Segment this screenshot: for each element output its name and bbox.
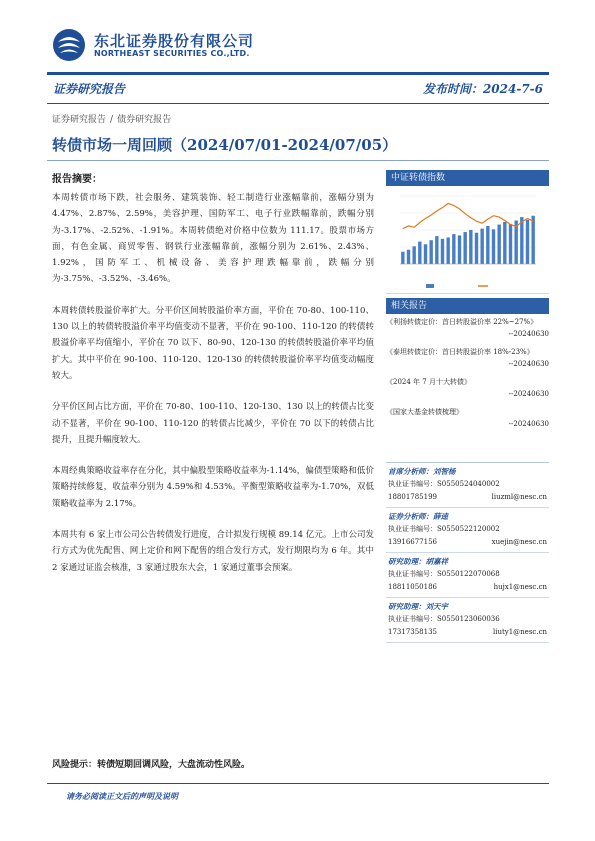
- report-category: 证券研究报告: [53, 82, 126, 96]
- chart-heading: 中证转债指数: [386, 170, 549, 186]
- company-logo: [52, 26, 272, 66]
- chart-bar: [486, 226, 489, 264]
- analyst-email[interactable]: hujx1@nesc.cn: [493, 582, 547, 591]
- chart-bar: [401, 252, 404, 264]
- chart-legend-swatch: [426, 284, 434, 288]
- chart-bar: [412, 246, 415, 264]
- divider: [47, 160, 549, 161]
- publish-date: 发布时间：2024-7-6: [422, 82, 543, 96]
- chart-bar: [497, 225, 500, 264]
- risk-label: 风险提示：: [52, 760, 98, 770]
- chart-bar: [509, 224, 512, 264]
- summary-paragraph: 本周经典策略收益率存在分化，其中偏股型策略收益率为-1.14%，偏债型策略和低价策略持续修复，收益率分别为 4.59%和 4.53%。平衡型策略收益率为-1.70%，双低策略收益率为 2.17%。: [52, 466, 374, 509]
- analyst-email[interactable]: xuejin@nesc.cn: [491, 537, 547, 546]
- related-report-date: --20240630: [508, 330, 549, 338]
- chart-bar: [407, 250, 410, 264]
- chart-line: [403, 203, 533, 228]
- analyst-email[interactable]: liuty1@nesc.cn: [492, 627, 547, 636]
- chart-bar: [424, 244, 427, 264]
- related-report-date: --20240630: [508, 420, 549, 428]
- chart-svg: [386, 186, 549, 294]
- related-report-title[interactable]: 《利扬转债定价：首日转股溢价率 22%~27%》: [386, 318, 538, 326]
- chart-bar: [531, 216, 534, 264]
- chart-bar: [429, 240, 432, 264]
- related-report-date: --20240630: [508, 360, 549, 368]
- analyst-card: [386, 553, 549, 598]
- logo-name-en: NORTHEAST SECURITIES CO.,LTD.: [94, 49, 250, 58]
- analyst-phone: 17317358135: [388, 627, 437, 636]
- page-title: 转债市场一周回顾（2024/07/01-2024/07/05）: [52, 136, 398, 154]
- chart-bar: [446, 237, 449, 264]
- related-reports-list: [386, 316, 549, 430]
- chart-bar: [441, 239, 444, 264]
- related-report-item[interactable]: [386, 376, 549, 400]
- chart-bar: [458, 235, 461, 264]
- summary-paragraph: 分平价区间占比方面，平价在 70-80、100-110、120-130、130 以上的转债占比变动不显著，平价在 90-100、110-120 的转债占比减少，平价在 70 以下的转债占比提升，且提升幅度较大。: [52, 402, 374, 445]
- analyst-cert: 执业证书编号：S0550123060036: [388, 615, 500, 623]
- footer-divider: [47, 783, 549, 784]
- related-report-title[interactable]: 《国家大基金转债梳理》: [386, 408, 463, 416]
- chart-bar: [475, 233, 478, 264]
- chart-bar: [463, 232, 466, 264]
- summary-heading: 报告摘要：: [52, 174, 102, 185]
- analyst-role: 研究助理：胡嘉祥: [388, 557, 448, 566]
- analyst-email[interactable]: liuzml@nesc.cn: [491, 492, 547, 501]
- chart-bar: [503, 222, 506, 264]
- analyst-cert: 执业证书编号：S0550522120002: [388, 525, 500, 533]
- related-report-title[interactable]: 《泰坦转债定价：首日转股溢价率 18%-23%》: [386, 348, 534, 356]
- chart-bar: [526, 220, 529, 264]
- related-reports-heading: 相关报告: [386, 298, 549, 314]
- chart-bar: [435, 236, 438, 264]
- chart-bar: [480, 229, 483, 264]
- breadcrumb-item[interactable]: 证券研究报告: [52, 115, 107, 125]
- analyst-card: [386, 508, 549, 553]
- related-report-item[interactable]: [386, 406, 549, 430]
- logo-name-cn: 东北证券股份有限公司: [94, 32, 255, 50]
- related-report-title[interactable]: 《2024 年 7 月十大转债》: [386, 378, 471, 386]
- index-chart: [386, 186, 549, 294]
- report-summary: [52, 170, 374, 591]
- chart-bar: [469, 230, 472, 264]
- analyst-phone: 18811050186: [388, 582, 437, 591]
- related-report-item[interactable]: [386, 346, 549, 370]
- risk-text: 转债短期回调风险，大盘流动性风险。: [97, 760, 251, 770]
- related-report-item[interactable]: [386, 316, 549, 340]
- breadcrumb-separator: /: [110, 115, 114, 125]
- analyst-card: [386, 463, 549, 508]
- summary-paragraph: 本周转债转股溢价率扩大。分平价区间转股溢价率方面，平价在 70-80、100-110、130 以上的转债转股溢价率平均值变动不显著，平价在 90-100、110-120 的转债转股溢价率平均值缩小，平价在 70 以下、80-90、120-130 的转债转股溢价率平均值扩大。其中平价在 90-100、110-120、120-130 的转债转股溢价率平均值变动幅度较大。: [52, 305, 374, 381]
- summary-paragraph: 本周转债市场下跌，社会服务、建筑装饰、轻工制造行业涨幅靠前，涨幅分别为 4.47%、2.87%、2.59%，美容护理、国防军工、电子行业跌幅靠前，跌幅分别为-3.17%、-2.52%、-1.91%。本周转债绝对价格中位数为 111.17。股票市场方面，有色金属、商贸零售、钢铁行业涨幅靠前，涨幅分别为 2.61%、2.43%、1.92%，国防军工、机械设备、美容护理跌幅靠前，跌幅分别为-3.75%、-3.52%、-3.46%。: [52, 193, 374, 285]
- summary-paragraph: 本周共有 6 家上市公司公告转债发行进度，合计拟发行规模 89.14 亿元。上市公司发行方式为优先配售、网上定价和网下配售的组合发行方式，发行期限均为 6 年。其中 2 家通过证监会核准，3 家通过股东大会，1 家通过董事会预案。: [52, 530, 374, 573]
- sidebar: [386, 170, 549, 436]
- analyst-cert: 执业证书编号：S0550524040002: [388, 480, 500, 488]
- risk-warning: [52, 757, 250, 770]
- chart-bar: [452, 234, 455, 264]
- chart-bar: [492, 229, 495, 264]
- breadcrumb: [52, 112, 171, 125]
- analyst-role: 证券分析师：薛逵: [388, 512, 448, 521]
- analyst-card: [386, 598, 549, 643]
- chart-bar: [520, 217, 523, 264]
- breadcrumb-item[interactable]: 债券研究报告: [117, 115, 172, 125]
- analyst-role: 研究助理：刘天宇: [388, 602, 448, 611]
- header-bar: [47, 72, 549, 104]
- analyst-phone: 18801785199: [388, 492, 437, 501]
- analyst-list: [386, 462, 549, 643]
- analyst-phone: 13916677156: [388, 537, 437, 546]
- logo-icon: [52, 28, 86, 62]
- footer-disclaimer[interactable]: 请务必阅读正文后的声明及说明: [66, 791, 178, 801]
- chart-bar: [418, 242, 421, 264]
- analyst-role: 首席分析师：刘智杨: [388, 467, 456, 476]
- analyst-cert: 执业证书编号：S0550122070068: [388, 570, 500, 578]
- related-report-date: --20240630: [508, 390, 549, 398]
